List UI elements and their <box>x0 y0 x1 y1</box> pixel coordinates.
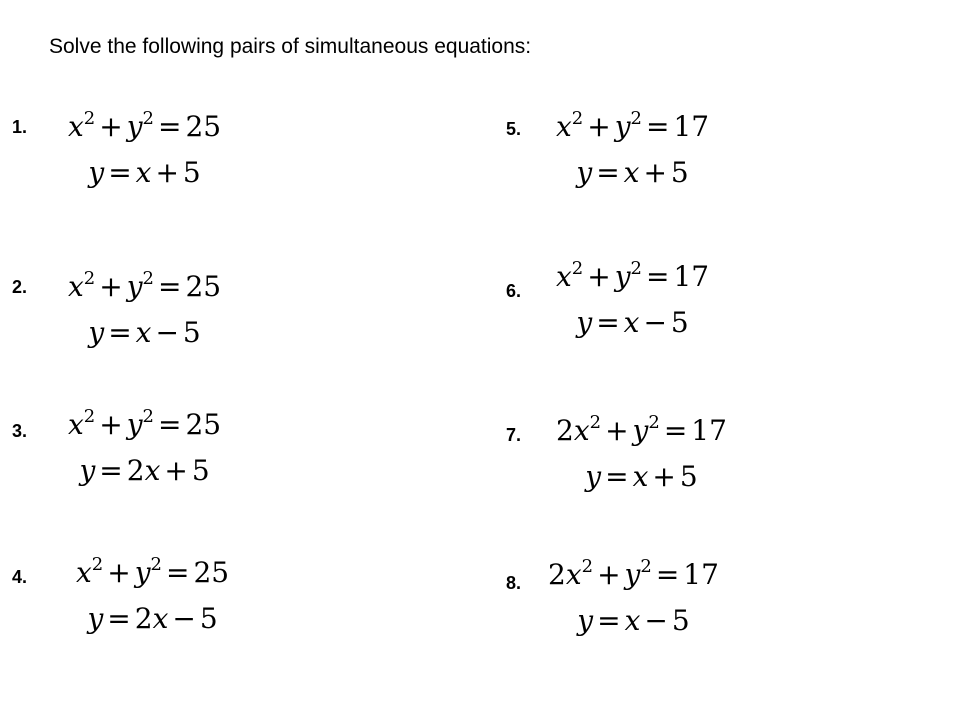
equation-pair <box>548 552 719 644</box>
equation-rhs: 25 <box>185 110 222 143</box>
problem-number: 6. <box>506 281 522 301</box>
equation-rhs: 25 <box>185 270 222 303</box>
equation-pair <box>68 402 221 494</box>
equation-operator: − <box>172 602 196 635</box>
equation-circle: $2x^2 + y^2 = 17$ <box>548 556 719 591</box>
equation-circle: $2x^2 + y^2 = 17$ <box>556 412 727 447</box>
equation-circle: $x^2 + y^2 = 25$ <box>68 268 222 303</box>
equation-rhs: 17 <box>673 110 710 143</box>
equation-line: y = x − 5 <box>577 604 690 637</box>
equation-constant: 5 <box>679 460 698 493</box>
problem-number: 4. <box>12 567 28 587</box>
equation-circle: $x^2 + y^2 = 17$ <box>556 108 710 143</box>
equation-pair <box>556 254 709 346</box>
equation-operator: + <box>643 156 667 189</box>
x-coefficient: 2 <box>134 602 153 635</box>
equation-circle: $x^2 + y^2 = 25$ <box>68 108 222 143</box>
equation-rhs: 17 <box>683 558 719 591</box>
equation-operator: + <box>164 454 188 487</box>
equation-circle: $x^2 + y^2 = 25$ <box>68 406 222 441</box>
problem-number: 5. <box>506 119 522 139</box>
equation-constant: 5 <box>182 156 201 189</box>
equation-line: y = 2x − 5 <box>87 602 218 635</box>
problem-number: 1. <box>12 117 28 137</box>
problem-number: 8. <box>506 573 522 593</box>
equation-line: y = x + 5 <box>88 156 201 189</box>
equation-pair <box>68 104 221 196</box>
equation-line: y = x + 5 <box>585 460 698 493</box>
equation-constant: 5 <box>670 306 689 339</box>
equation-constant: 5 <box>671 604 690 637</box>
x-coefficient: 2 <box>126 454 145 487</box>
equation-rhs: 17 <box>691 414 727 447</box>
equation-line: y = x − 5 <box>576 306 689 339</box>
equation-constant: 5 <box>191 454 210 487</box>
x-coefficient: 2 <box>556 414 574 447</box>
problem-number: 3. <box>12 421 28 441</box>
equation-circle: $x^2 + y^2 = 25$ <box>76 554 230 589</box>
page-title: Solve the following pairs of simultaneous equations: <box>49 35 532 58</box>
equation-operator: + <box>652 460 676 493</box>
equation-operator: − <box>644 604 668 637</box>
equation-pair <box>556 408 727 500</box>
equation-pair <box>556 104 709 196</box>
equation-constant: 5 <box>670 156 689 189</box>
problem-number: 2. <box>12 277 28 297</box>
equation-constant: 5 <box>199 602 218 635</box>
equation-line: y = x − 5 <box>88 316 201 349</box>
equation-pair <box>76 550 229 642</box>
equation-rhs: 25 <box>193 556 230 589</box>
equation-operator: − <box>155 316 179 349</box>
equation-constant: 5 <box>182 316 201 349</box>
equation-rhs: 17 <box>673 260 710 293</box>
equation-circle: $x^2 + y^2 = 17$ <box>556 258 710 293</box>
equation-line: y = 2x + 5 <box>79 454 210 487</box>
equation-rhs: 25 <box>185 408 222 441</box>
equation-operator: − <box>643 306 667 339</box>
problem-number: 7. <box>506 425 522 445</box>
equation-line: y = x + 5 <box>576 156 689 189</box>
equation-pair <box>68 264 221 356</box>
equation-operator: + <box>155 156 179 189</box>
x-coefficient: 2 <box>548 558 566 591</box>
